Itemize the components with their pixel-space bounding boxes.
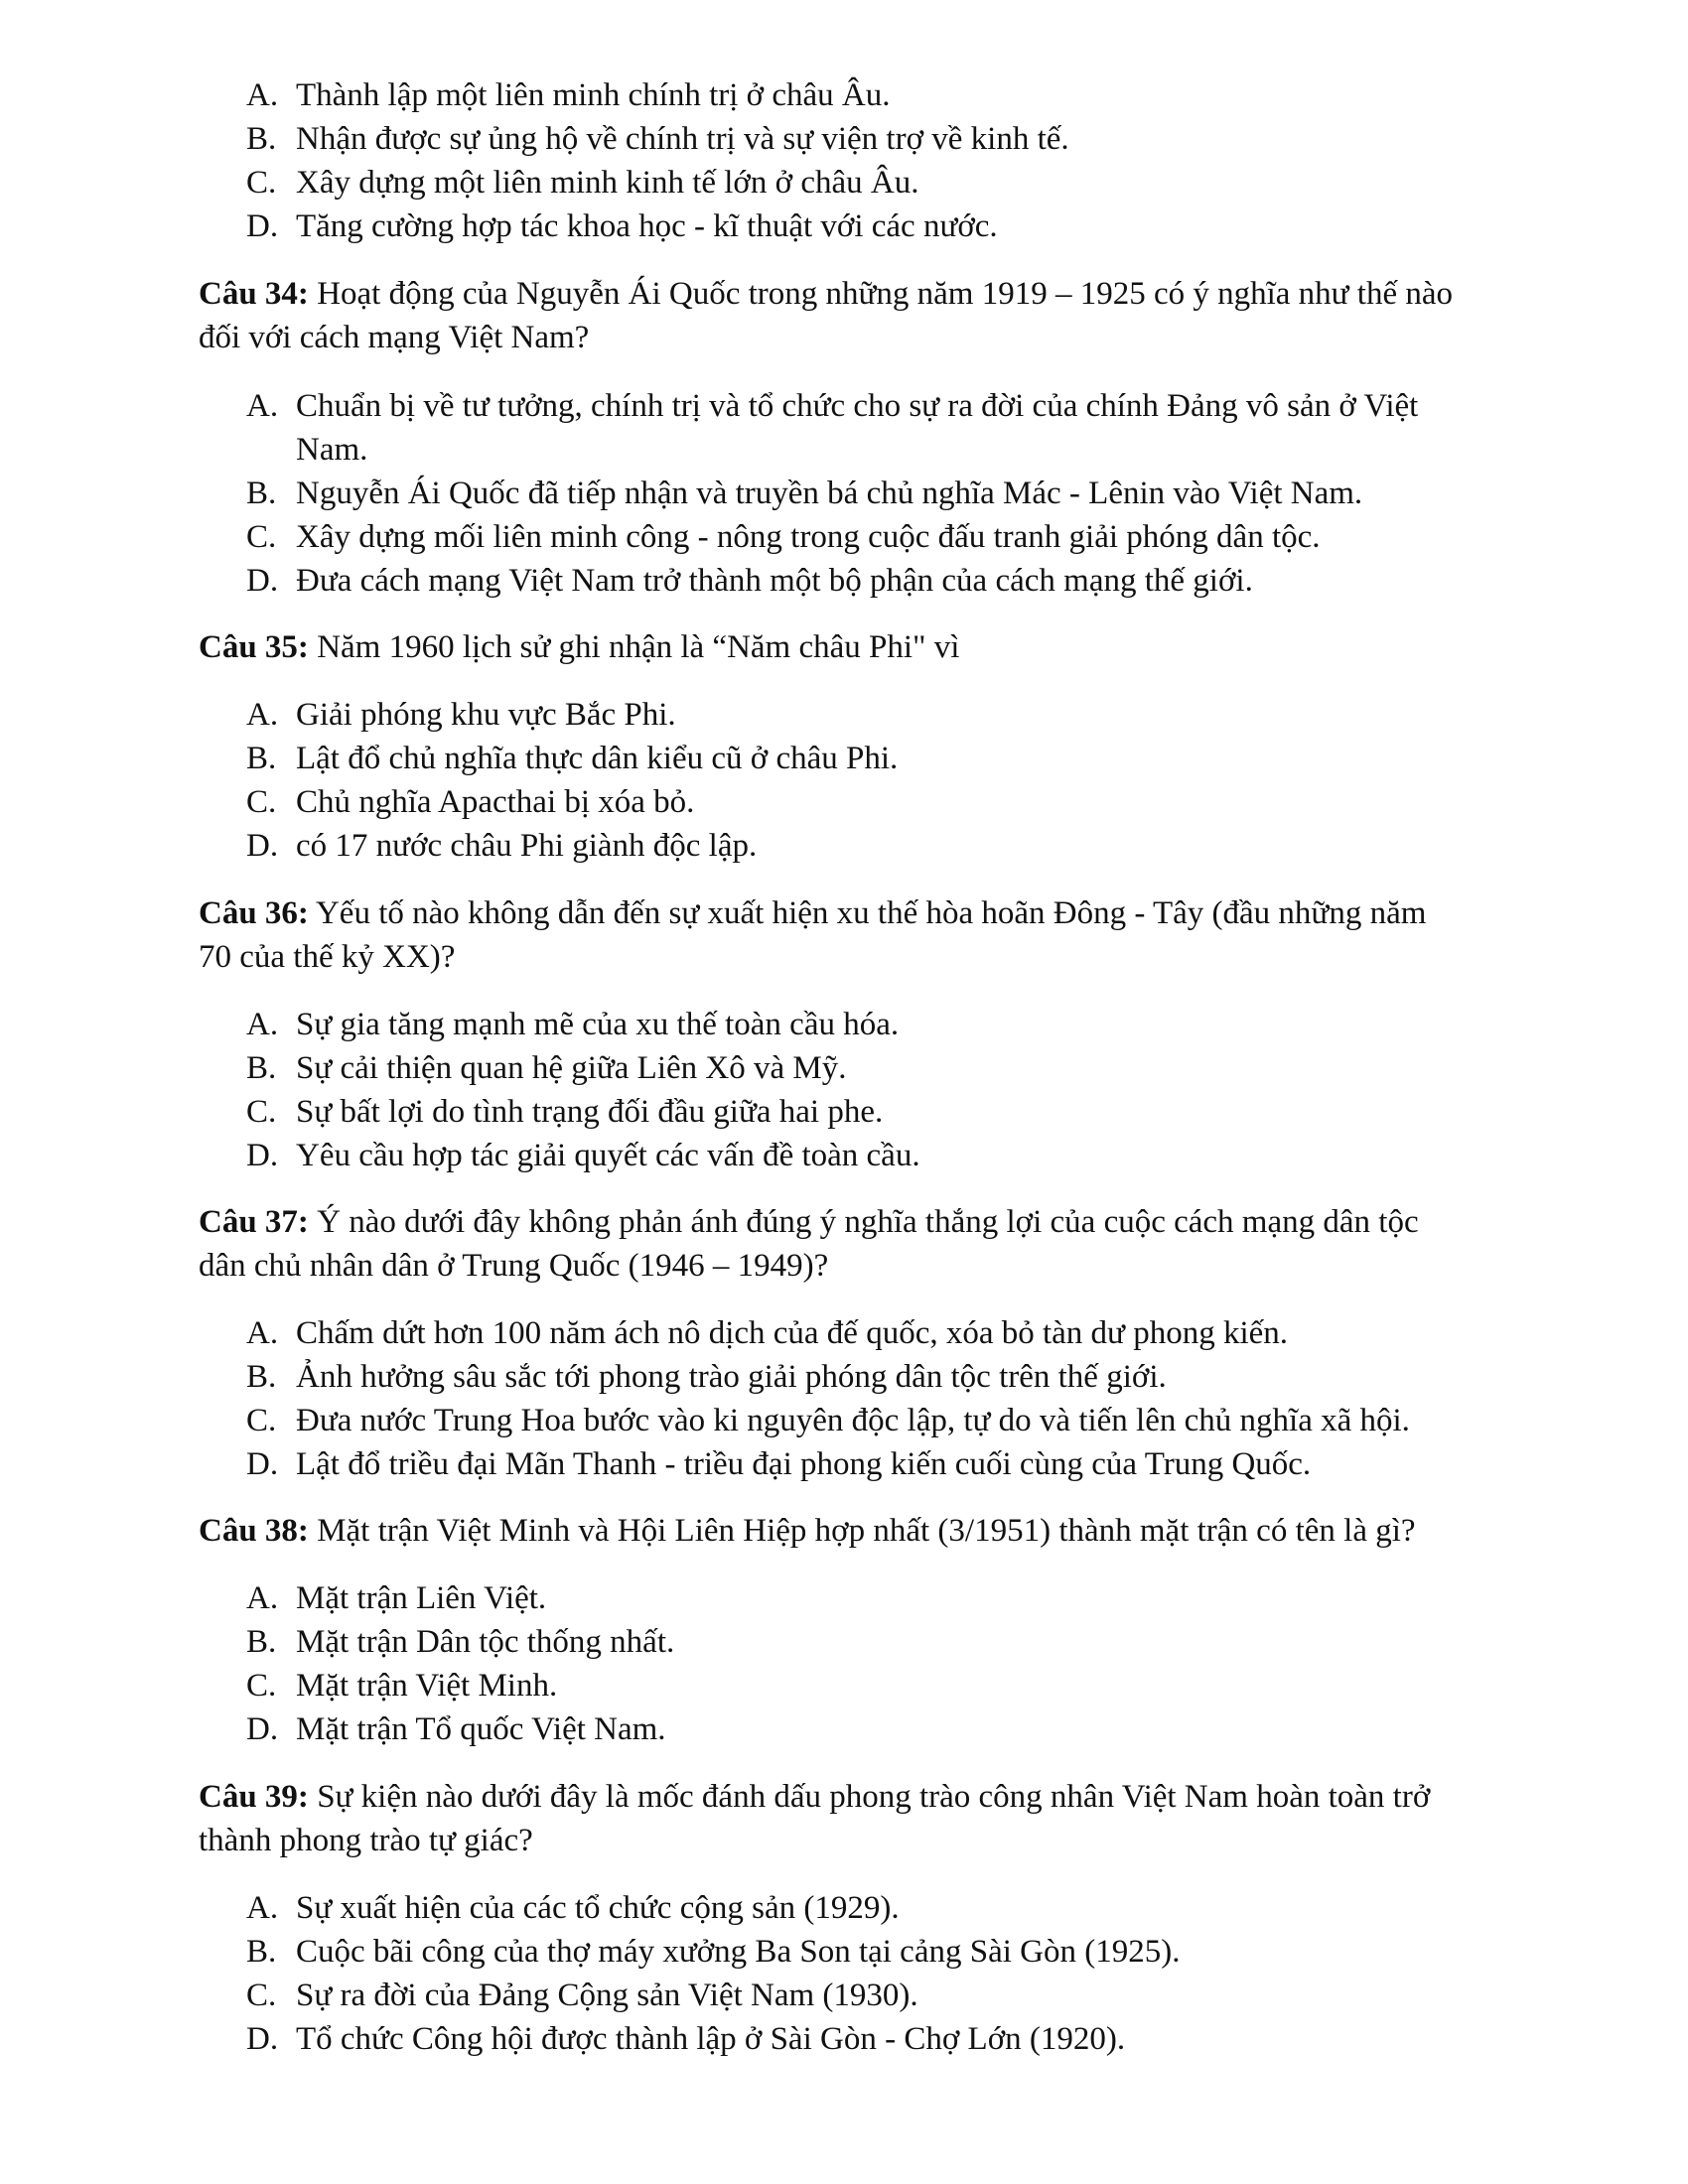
- option-b: [246, 739, 898, 778]
- option-text: Ảnh hưởng sâu sắc tới phong trào giải phóng dân tộc trên thế giới.: [296, 1359, 1167, 1395]
- option-text: Nhận được sự ủng hộ về chính trị và sự viện trợ về kinh tế.: [296, 121, 1069, 157]
- option-c: [246, 1401, 1410, 1440]
- option-text: Xây dựng mối liên minh công - nông trong cuộc đấu tranh giải phóng dân tộc.: [296, 519, 1321, 555]
- option-letter: C.: [246, 1094, 277, 1130]
- option-letter: B.: [246, 741, 277, 776]
- option-letter: A.: [246, 77, 279, 113]
- question-35-line-1: [199, 627, 959, 667]
- option-text: Xây dựng một liên minh kinh tế lớn ở châu Âu.: [296, 165, 919, 201]
- option-text: Đưa nước Trung Hoa bước vào ki nguyên độc lập, tự do và tiến lên chủ nghĩa xã hội.: [296, 1403, 1410, 1438]
- option-d: [246, 1444, 1311, 1484]
- option-a: [246, 1313, 1288, 1353]
- option-letter: B.: [246, 476, 277, 511]
- option-c: [246, 1092, 883, 1132]
- option-text: Sự cải thiện quan hệ giữa Liên Xô và Mỹ.: [296, 1050, 847, 1086]
- question-label: Câu 37:: [199, 1204, 309, 1240]
- option-d: [246, 826, 757, 866]
- question-text: thành phong trào tự giác?: [199, 1823, 533, 1858]
- option-c: [246, 782, 694, 822]
- option-b: [246, 1048, 846, 1088]
- question-36-line-1: [199, 893, 1426, 933]
- option-text: Đưa cách mạng Việt Nam trở thành một bộ phận của cách mạng thế giới.: [296, 563, 1253, 599]
- option-b: [246, 1932, 1180, 1972]
- option-c: [246, 1976, 918, 2015]
- option-text: Mặt trận Việt Minh.: [296, 1668, 558, 1704]
- question-38-line-1: [199, 1511, 1416, 1551]
- option-letter: C.: [246, 519, 277, 555]
- option-a: [246, 695, 676, 735]
- option-letter: D.: [246, 828, 279, 864]
- question-label: Câu 36:: [199, 895, 309, 931]
- option-text: Sự gia tăng mạnh mẽ của xu thế toàn cầu hóa.: [296, 1007, 900, 1042]
- option-text: Lật đổ triều đại Mãn Thanh - triều đại phong kiến cuối cùng của Trung Quốc.: [296, 1446, 1312, 1482]
- option-text: Nam.: [296, 432, 368, 468]
- option-text: Giải phóng khu vực Bắc Phi.: [296, 697, 676, 733]
- option-text: Mặt trận Liên Việt.: [296, 1580, 547, 1616]
- option-letter: D.: [246, 1138, 279, 1173]
- option-text: Nguyễn Ái Quốc đã tiếp nhận và truyền bá chủ nghĩa Mác - Lênin vào Việt Nam.: [296, 476, 1363, 511]
- question-37-line-2: [199, 1246, 828, 1286]
- question-text: Ý nào dưới đây không phản ánh đúng ý nghĩa thắng lợi của cuộc cách mạng dân tộc: [308, 1204, 1419, 1240]
- option-letter: A.: [246, 697, 279, 733]
- option-c: [246, 1666, 557, 1706]
- option-text: Thành lập một liên minh chính trị ở châu Âu.: [296, 77, 891, 113]
- option-letter: D.: [246, 208, 279, 244]
- option-text: Sự ra đời của Đảng Cộng sản Việt Nam (1930).: [296, 1978, 918, 2013]
- option-d: [246, 561, 1253, 601]
- option-letter: C.: [246, 1668, 277, 1704]
- option-d: [246, 1709, 666, 1749]
- option-d: [246, 206, 998, 246]
- question-text: dân chủ nhân dân ở Trung Quốc (1946 – 1949)?: [199, 1248, 829, 1284]
- option-a: [246, 1578, 546, 1618]
- option-a: [246, 75, 891, 115]
- question-text: Hoạt động của Nguyễn Ái Quốc trong những năm 1919 – 1925 có ý nghĩa như thế nào: [308, 276, 1454, 312]
- option-b: [246, 1357, 1167, 1397]
- option-letter: B.: [246, 1624, 277, 1660]
- question-label: Câu 35:: [199, 629, 309, 665]
- option-letter: D.: [246, 2021, 279, 2057]
- option-letter: D.: [246, 1711, 279, 1747]
- question-text: 70 của thế kỷ XX)?: [199, 939, 456, 975]
- option-a: [246, 1005, 899, 1044]
- option-letter: B.: [246, 121, 277, 157]
- option-b: [246, 119, 1069, 159]
- option-text: Tăng cường hợp tác khoa học - kĩ thuật với các nước.: [296, 208, 998, 244]
- option-text: Chấm dứt hơn 100 năm ách nô dịch của đế quốc, xóa bỏ tàn dư phong kiến.: [296, 1315, 1289, 1351]
- option-text: Sự xuất hiện của các tổ chức cộng sản (1929).: [296, 1890, 900, 1926]
- option-text: Tổ chức Công hội được thành lập ở Sài Gòn - Chợ Lớn (1920).: [296, 2021, 1126, 2057]
- question-text: Mặt trận Việt Minh và Hội Liên Hiệp hợp nhất (3/1951) thành mặt trận có tên là gì?: [308, 1513, 1416, 1549]
- option-letter: C.: [246, 1403, 277, 1438]
- option-c: [246, 163, 918, 203]
- question-label: Câu 38:: [199, 1513, 309, 1549]
- option-a-continuation: [296, 430, 367, 470]
- option-text: Lật đổ chủ nghĩa thực dân kiểu cũ ở châu Phi.: [296, 741, 899, 776]
- option-letter: A.: [246, 1580, 279, 1616]
- option-text: Cuộc bãi công của thợ máy xưởng Ba Son tại cảng Sài Gòn (1925).: [296, 1934, 1181, 1970]
- option-letter: C.: [246, 165, 277, 201]
- question-label: Câu 39:: [199, 1779, 309, 1815]
- question-34-line-2: [199, 318, 589, 357]
- option-letter: C.: [246, 784, 277, 820]
- question-text: Năm 1960 lịch sử ghi nhận là “Năm châu Phi" vì: [308, 629, 960, 665]
- option-text: Yêu cầu hợp tác giải quyết các vấn đề toàn cầu.: [296, 1138, 920, 1173]
- question-37-line-1: [199, 1202, 1419, 1242]
- option-letter: A.: [246, 388, 279, 424]
- option-letter: C.: [246, 1978, 277, 2013]
- option-text: Mặt trận Tổ quốc Việt Nam.: [296, 1711, 666, 1747]
- option-d: [246, 1136, 920, 1175]
- question-text: đối với cách mạng Việt Nam?: [199, 320, 590, 355]
- option-a: [246, 1888, 900, 1928]
- question-label: Câu 34:: [199, 276, 309, 312]
- option-letter: B.: [246, 1359, 277, 1395]
- option-text: Chủ nghĩa Apacthai bị xóa bỏ.: [296, 784, 695, 820]
- option-b: [246, 1622, 674, 1662]
- question-34-line-1: [199, 274, 1453, 314]
- option-letter: A.: [246, 1315, 279, 1351]
- option-c: [246, 517, 1321, 557]
- option-letter: B.: [246, 1050, 277, 1086]
- option-a: [246, 386, 1418, 426]
- question-39-line-2: [199, 1821, 533, 1860]
- question-36-line-2: [199, 937, 455, 977]
- option-text: Chuẩn bị về tư tưởng, chính trị và tổ chức cho sự ra đời của chính Đảng vô sản ở Việt: [296, 388, 1419, 424]
- question-39-line-1: [199, 1777, 1430, 1817]
- option-letter: A.: [246, 1890, 279, 1926]
- question-text: Sự kiện nào dưới đây là mốc đánh dấu phong trào công nhân Việt Nam hoàn toàn trở: [308, 1779, 1431, 1815]
- option-b: [246, 474, 1362, 513]
- option-letter: A.: [246, 1007, 279, 1042]
- option-text: có 17 nước châu Phi giành độc lập.: [296, 828, 758, 864]
- option-letter: B.: [246, 1934, 277, 1970]
- option-d: [246, 2019, 1125, 2059]
- question-text: Yếu tố nào không dẫn đến sự xuất hiện xu thế hòa hoãn Đông - Tây (đầu những năm: [308, 895, 1427, 931]
- option-letter: D.: [246, 1446, 279, 1482]
- option-letter: D.: [246, 563, 279, 599]
- option-text: Sự bất lợi do tình trạng đối đầu giữa hai phe.: [296, 1094, 884, 1130]
- option-text: Mặt trận Dân tộc thống nhất.: [296, 1624, 675, 1660]
